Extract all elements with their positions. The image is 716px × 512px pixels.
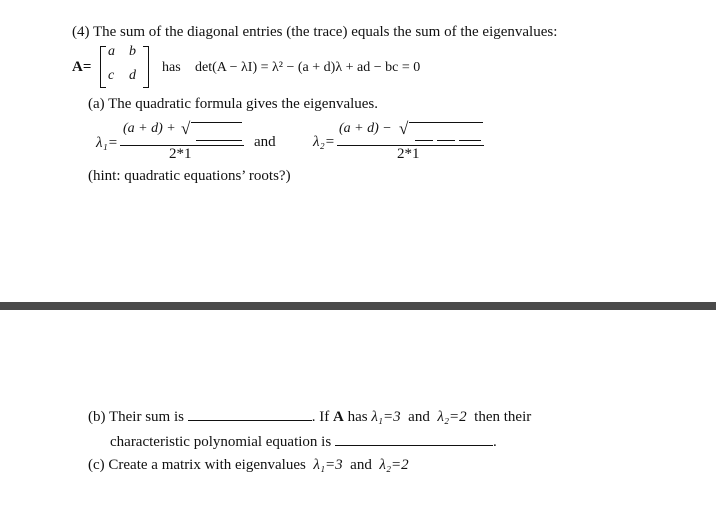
lambda1-denominator: 2*1 (169, 146, 192, 162)
and-text: and (254, 134, 276, 150)
matrix-entry-a: a (108, 44, 115, 59)
lambda2-denominator: 2*1 (397, 146, 420, 162)
section-divider (0, 302, 716, 310)
matrix-left-bracket (100, 46, 106, 88)
part-b-and: and (408, 409, 430, 425)
part-b-lambda2: λ₂=2 (437, 409, 467, 425)
sum-answer-blank[interactable] (188, 420, 312, 421)
hint-text: (hint: quadratic equations’ roots?) (88, 168, 291, 184)
part-c-lambda2: λ₂=2 (379, 457, 409, 473)
matrix-entry-c: c (108, 68, 115, 83)
part4-heading: (4) The sum of the diagonal entries (the trace) equals the sum of the eigenvalues: (72, 24, 558, 40)
lambda1-radicand-blank (196, 140, 242, 141)
polynomial-answer-blank[interactable] (335, 445, 493, 446)
part-c-text: (c) Create a matrix with eigenvalues (88, 457, 306, 473)
lambda2-numerator: (a + d) − (339, 121, 392, 136)
lambda2-radical-overline (409, 122, 483, 123)
part-c-and: and (350, 457, 372, 473)
part-c-line (88, 457, 409, 474)
matrix-A-ref: A (332, 409, 344, 425)
matrix-right-bracket (143, 46, 149, 88)
part-b-has: has (347, 409, 368, 425)
matrix-entry-b: b (129, 44, 136, 59)
part-b-mid: . If (311, 409, 330, 425)
lambda1-radical-overline (191, 122, 242, 123)
characteristic-equation: det(A − λI) = λ² − (a + d)λ + ad − bc = 0 (195, 60, 421, 75)
lambda2-radicand-blank-2 (437, 140, 455, 141)
lambda2-radicand-blank-3 (459, 140, 481, 141)
lambda1-label: λ₁= (96, 135, 118, 151)
part-b-line1 (88, 409, 531, 426)
matrix-entry-d: d (129, 68, 136, 83)
part-c-lambda1: λ₁=3 (313, 457, 343, 473)
part-b-line2-end: . (492, 434, 497, 450)
part-a-text: (a) The quadratic formula gives the eigenvalues. (88, 96, 379, 112)
part-b-prefix: (b) Their sum is (88, 409, 184, 425)
part-b-then: then their (474, 409, 532, 425)
lambda1-numerator: (a + d) + (123, 121, 176, 136)
part-b-line2 (110, 434, 497, 451)
lambda2-radicand-blank-1 (415, 140, 433, 141)
has-text: has (162, 60, 181, 75)
lambda2-label: λ₂= (313, 134, 335, 150)
part-b-lambda1: λ₁=3 (371, 409, 401, 425)
lambda1-sqrt-icon: √ (181, 119, 191, 138)
lambda2-sqrt-icon: √ (399, 119, 409, 138)
part-b-line2-text: characteristic polynomial equation is (110, 434, 332, 450)
matrix-label: A= (72, 59, 92, 75)
